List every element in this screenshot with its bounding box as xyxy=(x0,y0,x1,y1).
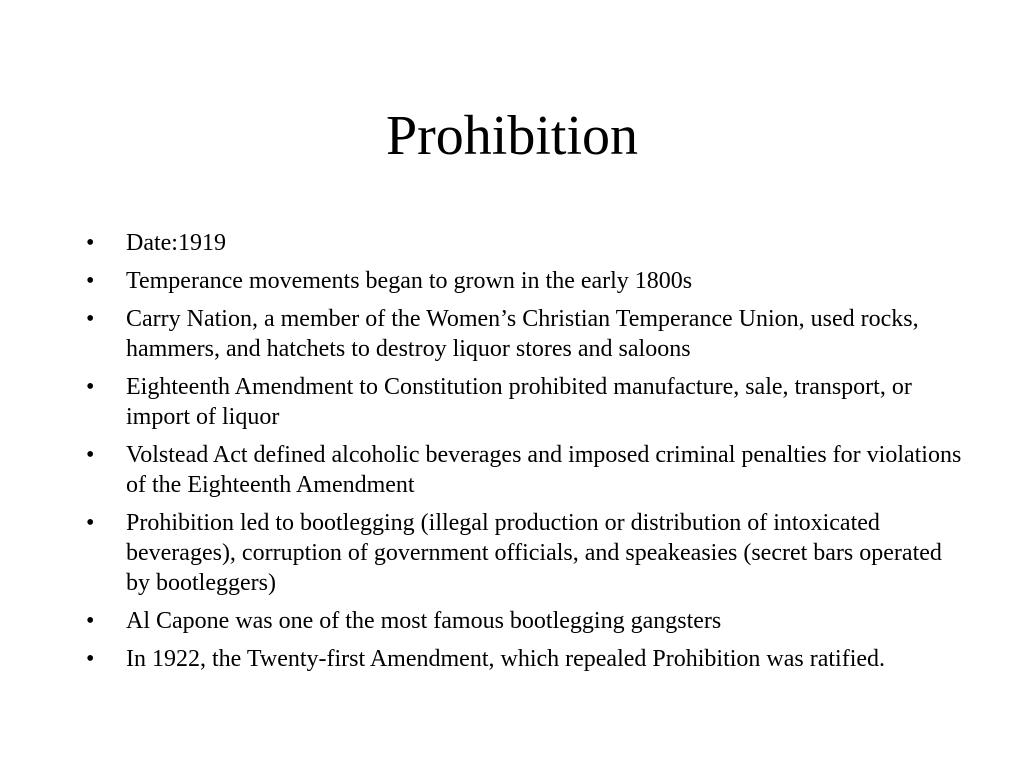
bullet-item xyxy=(86,606,966,636)
bullet-item xyxy=(86,228,966,258)
bullet-list xyxy=(86,228,966,682)
bullet-icon: • xyxy=(86,646,95,672)
bullet-icon: • xyxy=(86,442,95,468)
slide-title: Prohibition xyxy=(385,105,639,167)
bullet-icon: • xyxy=(86,608,95,634)
bullet-text: In 1922, the Twenty-first Amendment, which repealed Prohibition was ratified. xyxy=(126,646,886,672)
bullet-text: Volstead Act defined alcoholic beverages and imposed criminal penalties for violations of the Eighteenth Amendment xyxy=(126,442,962,498)
bullet-item xyxy=(86,508,966,598)
bullet-item xyxy=(86,440,966,500)
bullet-text: Date:1919 xyxy=(126,230,226,256)
bullet-icon: • xyxy=(86,510,95,536)
bullet-item xyxy=(86,644,966,674)
bullet-icon: • xyxy=(86,230,95,256)
bullet-text: Eighteenth Amendment to Constitution prohibited manufacture, sale, transport, or import of liquor xyxy=(126,374,912,430)
bullet-text: Al Capone was one of the most famous bootlegging gangsters xyxy=(126,608,722,634)
bullet-item xyxy=(86,304,966,364)
bullet-icon: • xyxy=(86,268,95,294)
bullet-text: Prohibition led to bootlegging (illegal production or distribution of intoxicated beverages), corruption of government officials, and speakeasies (secret bars operated by bootleggers) xyxy=(126,510,942,596)
bullet-text: Temperance movements began to grown in the early 1800s xyxy=(126,268,693,294)
bullet-item xyxy=(86,372,966,432)
bullet-text: Carry Nation, a member of the Women’s Christian Temperance Union, used rocks, hammers, and hatchets to destroy liquor stores and saloons xyxy=(126,306,919,362)
bullet-icon: • xyxy=(86,374,95,400)
bullet-icon: • xyxy=(86,306,95,332)
bullet-item xyxy=(86,266,966,296)
